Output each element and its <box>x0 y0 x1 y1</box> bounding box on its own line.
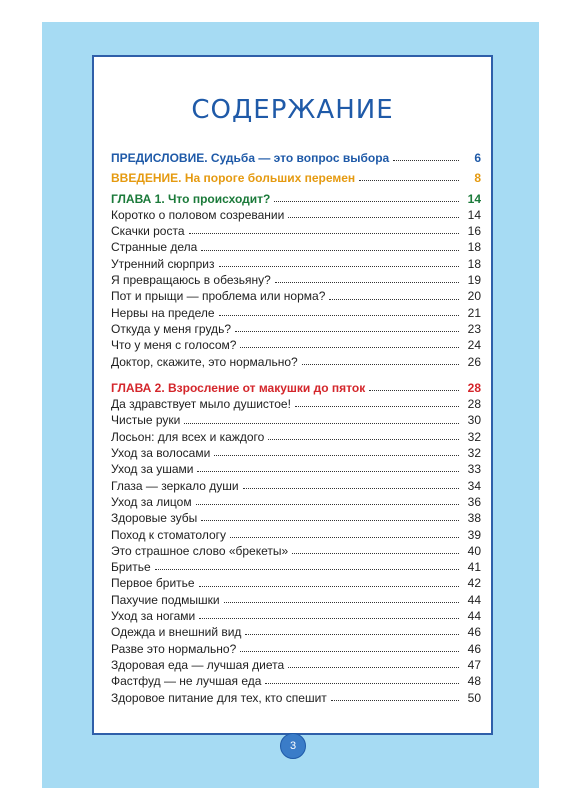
toc-entry-row[interactable] <box>111 445 481 461</box>
toc-entry-row[interactable] <box>111 429 481 445</box>
toc-entry-row[interactable] <box>111 494 481 510</box>
toc-entry-label: Бритье <box>111 560 151 575</box>
toc-page-number: 14 <box>467 207 481 222</box>
toc-dot-leader <box>295 406 459 407</box>
toc-entry-label: Это страшное слово «брекеты» <box>111 543 289 558</box>
toc-entry-label: Я превращаюсь в обезьяну? <box>111 273 271 288</box>
toc-entry-label: Уход за ногами <box>111 609 196 624</box>
toc-page-number: 8 <box>474 171 481 186</box>
toc-entry-row[interactable] <box>111 657 481 673</box>
toc-dot-leader <box>268 439 459 440</box>
toc-entry-row[interactable] <box>111 641 481 657</box>
toc-entry-label: Странные дела <box>111 240 198 255</box>
toc-entry-row[interactable] <box>111 461 481 477</box>
toc-dot-leader <box>235 331 459 332</box>
toc-entry-row[interactable] <box>111 396 481 412</box>
toc-page-number: 46 <box>467 625 481 640</box>
toc-dot-leader <box>201 520 459 521</box>
toc-dot-leader <box>184 423 459 424</box>
toc-entry-label: Поход к стоматологу <box>111 527 227 542</box>
page-number-badge: 3 <box>280 733 306 759</box>
toc-entry-label: Здоровое питание для тех, кто спешит <box>111 690 327 705</box>
toc-page-number: 44 <box>467 592 481 607</box>
toc-entry-row[interactable] <box>111 223 481 239</box>
toc-entry-label: Глаза — зеркало души <box>111 478 239 493</box>
toc-entry-label: Уход за волосами <box>111 446 211 461</box>
toc-entry-row[interactable] <box>111 288 481 304</box>
toc-dot-leader <box>393 160 459 161</box>
toc-dot-leader <box>302 364 459 365</box>
toc-entry-label: ВВЕДЕНИЕ. На пороге больших перемен <box>111 171 356 186</box>
toc-dot-leader <box>288 667 459 668</box>
toc-entry-label: Да здравствует мыло душистое! <box>111 397 291 412</box>
toc-entry-row[interactable] <box>111 527 481 543</box>
toc-page-number: 48 <box>467 674 481 689</box>
toc-dot-leader <box>243 488 459 489</box>
toc-entry-row[interactable] <box>111 321 481 337</box>
toc-entry-label: Коротко о половом созревании <box>111 207 285 222</box>
toc-entry-row[interactable] <box>111 690 481 706</box>
toc-page-number: 30 <box>467 413 481 428</box>
toc-entry-row[interactable] <box>111 207 481 223</box>
toc-section-row[interactable] <box>111 191 481 207</box>
toc-dot-leader <box>288 217 459 218</box>
toc-entry-label: Откуда у меня грудь? <box>111 321 231 336</box>
toc-dot-leader <box>196 504 459 505</box>
toc-dot-leader <box>245 634 459 635</box>
toc-entry-row[interactable] <box>111 239 481 255</box>
toc-page-number: 46 <box>467 641 481 656</box>
toc-entry-label: Разве это нормально? <box>111 641 237 656</box>
toc-dot-leader <box>155 569 459 570</box>
toc-page-number: 23 <box>467 321 481 336</box>
toc-entry-row[interactable] <box>111 624 481 640</box>
toc-entry-row[interactable] <box>111 272 481 288</box>
toc-page-number: 32 <box>467 429 481 444</box>
toc-entry-label: Доктор, скажите, это нормально? <box>111 354 298 369</box>
toc-entry-row[interactable] <box>111 256 481 272</box>
toc-entry-row[interactable] <box>111 510 481 526</box>
toc-entry-label: Утренний сюрприз <box>111 256 215 271</box>
toc-page-number: 20 <box>467 289 481 304</box>
toc-dot-leader <box>369 390 459 391</box>
toc-page-number: 36 <box>467 494 481 509</box>
toc-page-number: 44 <box>467 609 481 624</box>
toc-dot-leader <box>240 347 459 348</box>
toc-dot-leader <box>240 651 459 652</box>
toc-dot-leader <box>359 180 459 181</box>
toc-entry-label: Одежда и внешний вид <box>111 625 242 640</box>
toc-entry-row[interactable] <box>111 354 481 370</box>
toc-page-number: 24 <box>467 338 481 353</box>
toc-dot-leader <box>189 233 459 234</box>
toc-entry-label: Уход за лицом <box>111 494 192 509</box>
toc-section-row[interactable] <box>111 170 481 186</box>
toc-entry-row[interactable] <box>111 559 481 575</box>
toc-entry-label: Скачки роста <box>111 224 185 239</box>
toc-dot-leader <box>275 282 459 283</box>
toc-dot-leader <box>230 537 459 538</box>
toc-entry-label: Нервы на пределе <box>111 305 215 320</box>
toc-page-number: 6 <box>474 151 481 165</box>
toc-entry-row[interactable] <box>111 543 481 559</box>
toc-entry-label: Здоровые зубы <box>111 511 198 526</box>
toc-page-number: 18 <box>467 240 481 255</box>
toc-page-number: 26 <box>467 354 481 369</box>
toc-page-number: 41 <box>467 560 481 575</box>
toc-page-number: 50 <box>467 690 481 705</box>
toc-dot-leader <box>329 299 459 300</box>
toc-page-number: 21 <box>467 305 481 320</box>
toc-page-number: 32 <box>467 446 481 461</box>
toc-entry-label: ГЛАВА 1. Что происходит? <box>111 191 271 206</box>
toc-page-number: 16 <box>467 224 481 239</box>
toc-entry-label: Лосьон: для всех и каждого <box>111 429 265 444</box>
toc-page-number: 14 <box>467 191 481 206</box>
toc-entry-label: Первое бритье <box>111 576 195 591</box>
toc-section-row[interactable] <box>111 150 481 166</box>
toc-dot-leader <box>199 618 459 619</box>
toc-dot-leader <box>331 700 459 701</box>
toc-entry-label: Уход за ушами <box>111 462 194 477</box>
toc-page-number: 28 <box>467 380 481 395</box>
toc-entry-row[interactable] <box>111 575 481 591</box>
toc-page-number: 18 <box>467 256 481 271</box>
toc-entry-label: Пахучие подмышки <box>111 592 220 607</box>
toc-page-number: 40 <box>467 543 481 558</box>
toc-entry-row[interactable] <box>111 412 481 428</box>
toc-dot-leader <box>265 683 459 684</box>
toc-dot-leader <box>197 471 459 472</box>
section-gap <box>111 370 481 380</box>
toc-entry-label: Чистые руки <box>111 413 181 428</box>
toc-entry-row[interactable] <box>111 592 481 608</box>
toc-entry-label: Здоровая еда — лучшая диета <box>111 657 285 672</box>
toc-entry-label: Что у меня с голосом? <box>111 338 237 353</box>
toc-page-number: 47 <box>467 657 481 672</box>
toc-entry-row[interactable] <box>111 673 481 689</box>
toc-page-number: 34 <box>467 478 481 493</box>
toc-entry-row[interactable] <box>111 478 481 494</box>
toc-dot-leader <box>224 602 459 603</box>
toc-dot-leader <box>219 266 459 267</box>
toc-entry-label: Фастфуд — не лучшая еда <box>111 674 262 689</box>
toc-dot-leader <box>274 201 459 202</box>
toc-section-row[interactable] <box>111 380 481 396</box>
toc-entry-row[interactable] <box>111 337 481 353</box>
table-of-contents-frame <box>92 55 493 735</box>
toc-entry-label: ПРЕДИСЛОВИЕ. Судьба — это вопрос выбора <box>111 151 390 165</box>
toc-page-number: 39 <box>467 527 481 542</box>
toc-dot-leader <box>292 553 459 554</box>
toc-page-number: 19 <box>467 273 481 288</box>
toc-page-number: 38 <box>467 511 481 526</box>
toc-dot-leader <box>219 315 459 316</box>
toc-page-number: 33 <box>467 462 481 477</box>
toc-dot-leader <box>214 455 459 456</box>
toc-list <box>111 150 481 706</box>
toc-dot-leader <box>201 250 459 251</box>
toc-entry-row[interactable] <box>111 608 481 624</box>
page-title: СОДЕРЖАНИЕ <box>191 95 394 125</box>
toc-entry-label: Пот и прыщи — проблема или норма? <box>111 289 326 304</box>
toc-dot-leader <box>199 586 459 587</box>
toc-page-number: 42 <box>467 576 481 591</box>
toc-page-number: 28 <box>467 397 481 412</box>
toc-entry-row[interactable] <box>111 305 481 321</box>
toc-entry-label: ГЛАВА 2. Взросление от макушки до пяток <box>111 380 366 395</box>
